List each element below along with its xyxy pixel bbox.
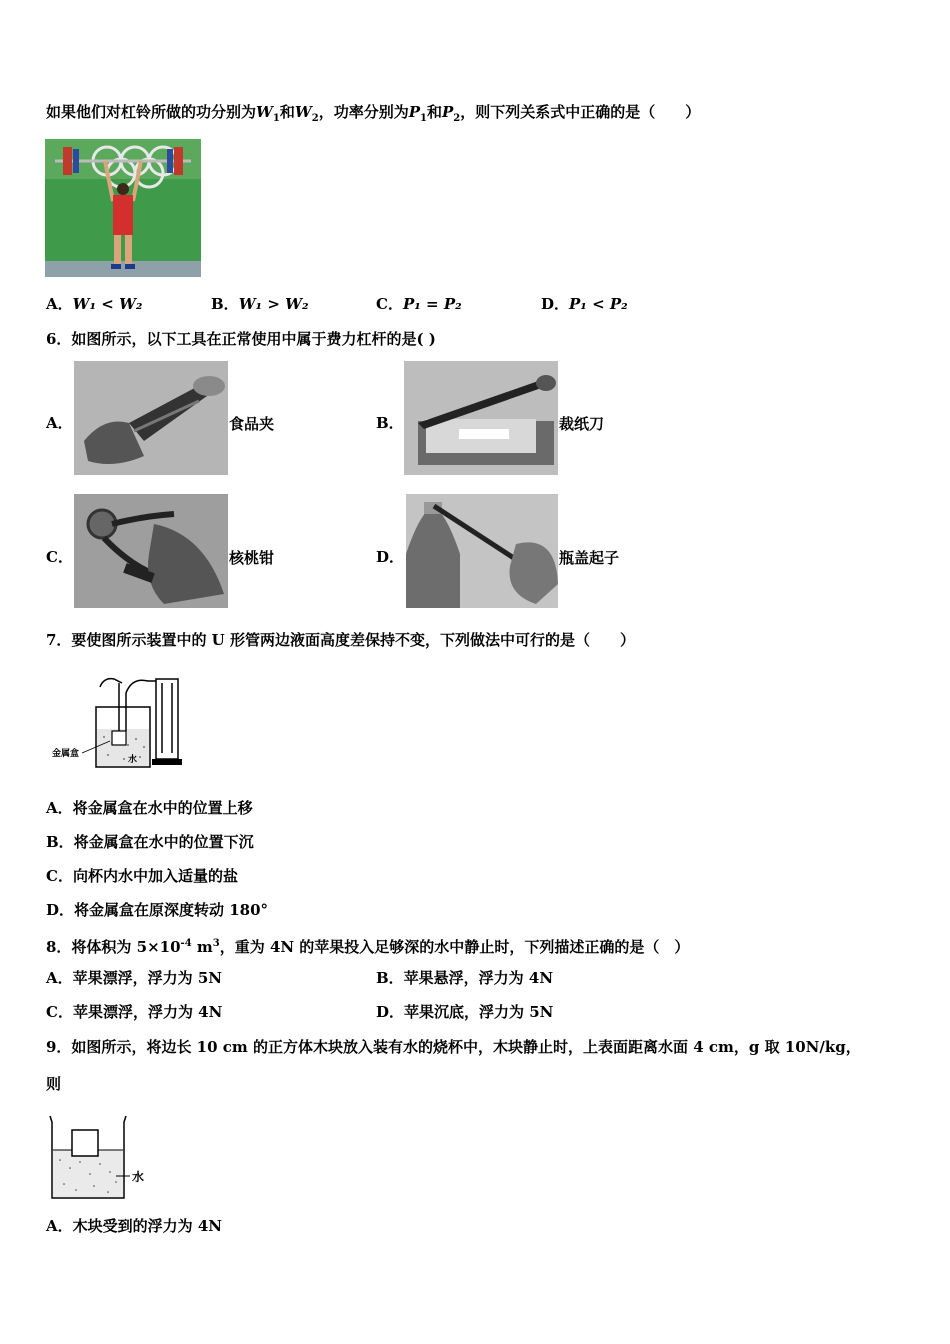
nutcracker-image [74, 494, 228, 608]
q6-caption-b: 裁纸刀 [559, 415, 605, 433]
q7-option-c[interactable]: C．向杯内水中加入适量的盐 [46, 867, 238, 885]
q9-option-a[interactable]: A．木块受到的浮力为 4N [46, 1217, 223, 1235]
q6-option-c-letter[interactable]: C． [46, 548, 73, 566]
q9-stem: 9．如图所示，将边长 10 cm 的正方体木块放入装有水的烧杯中，木块静止时，上表面距离水面 4 cm，g 取 10N/kg， [46, 1038, 861, 1056]
weightlifter-image [45, 139, 201, 277]
q8-option-d[interactable]: D．苹果沉底，浮力为 5N [376, 1003, 554, 1021]
q6-caption-d: 瓶盖起子 [559, 549, 620, 567]
q5-option-c[interactable]: C．P₁ = P₂ [376, 295, 462, 313]
q5-stem: 如果他们对杠铃所做的功分别为$W_1$和$W_2$，功率分别为$P_1$和$P_2$，则下列关系式中正确的是（ ） [46, 103, 701, 124]
q6-stem: 6．如图所示，以下工具在正常使用中属于费力杠杆的是( ) [46, 330, 436, 348]
q8-option-b[interactable]: B．苹果悬浮，浮力为 4N [376, 969, 554, 987]
q8-stem: 8．将体积为 $5\times 10^{-4}$ $m^3$，重为 4N 的苹果投入足够深的水中静止时，下列描述正确的是（ ） [46, 938, 690, 956]
water-label-q9: 水 [132, 1170, 145, 1184]
q5-option-a[interactable]: A．W₁ < W₂ [46, 295, 143, 313]
metal-box-label: 金属盒 [52, 749, 80, 759]
q7-option-d[interactable]: D．将金属盒在原深度转动 180° [46, 901, 269, 919]
bottle-opener-image [406, 494, 558, 608]
q6-caption-a: 食品夹 [229, 415, 275, 433]
water-label-q7: 水 [128, 755, 138, 765]
q8-option-a[interactable]: A．苹果漂浮，浮力为 5N [46, 969, 223, 987]
q6-option-b-letter[interactable]: B． [376, 414, 404, 432]
q5-option-d[interactable]: D．P₁ < P₂ [541, 295, 628, 313]
paper-cutter-image [404, 361, 558, 475]
q8-option-c[interactable]: C．苹果漂浮，浮力为 4N [46, 1003, 223, 1021]
q7-stem: 7．要使图所示装置中的 U 形管两边液面高度差保持不变，下列做法中可行的是（ ） [46, 631, 635, 649]
q7-option-b[interactable]: B．将金属盒在水中的位置下沉 [46, 833, 254, 851]
food-tongs-image [74, 361, 228, 475]
q9-stem-cont: 则 [46, 1075, 62, 1093]
q6-option-a-letter[interactable]: A． [46, 414, 73, 432]
q5-option-b[interactable]: B．W₁ > W₂ [211, 295, 309, 313]
q7-option-a[interactable]: A．将金属盒在水中的位置上移 [46, 799, 253, 817]
q6-option-d-letter[interactable]: D． [376, 548, 405, 566]
q6-caption-c: 核桃钳 [229, 549, 275, 567]
beaker-figure [46, 1112, 166, 1202]
